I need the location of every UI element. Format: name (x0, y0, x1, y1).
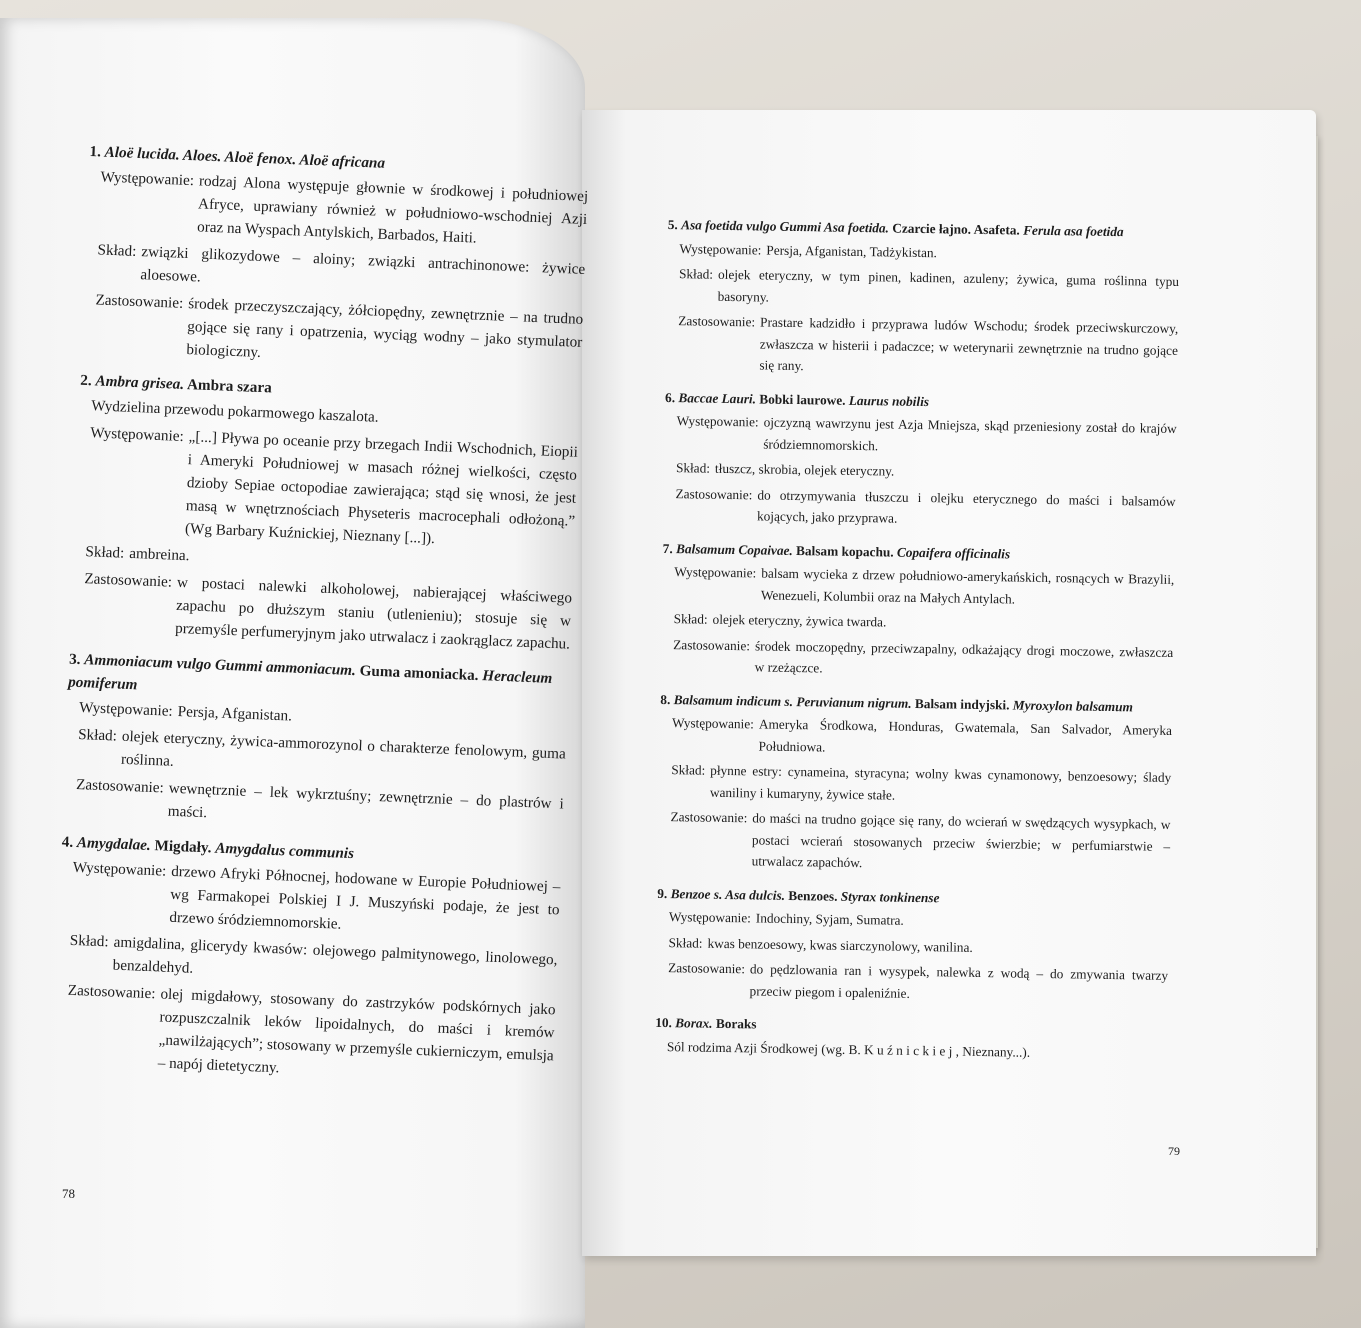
entry-number: 2. (80, 371, 93, 390)
entry-number: 7. (662, 540, 673, 556)
field-label: Skład: (97, 241, 137, 260)
right-page-text-column (655, 214, 1180, 1077)
species-name: Amygdalus communis (214, 839, 355, 863)
field-label: Występowanie: (671, 715, 755, 732)
field-label: Zastosowanie: (673, 636, 751, 653)
field-label: Występowanie: (100, 168, 195, 190)
field-label: Występowanie: (674, 564, 757, 581)
left-page-text-column (52, 140, 589, 1102)
field-occurrence (674, 561, 1175, 612)
field-text: kwas benzoesowy, kwas siarczynolowy, wanilina. (707, 935, 973, 955)
field-composition (676, 457, 1176, 486)
field-usage (93, 288, 583, 377)
field-occurrence (672, 712, 1173, 763)
field-text: ojczyzną wawrzynu jest Azja Mniejsza, skąd przeniesiony został do krajów śródziemnomorskich. (763, 414, 1177, 453)
field-label: Skład: (673, 611, 708, 627)
latin-name: Amygdalae. (76, 834, 152, 854)
polish-name: Ambra szara (186, 376, 273, 397)
field-label: Występowanie: (72, 858, 167, 880)
species-name: Copaifera officinalis (896, 544, 1011, 561)
field-label: Skład: (77, 726, 118, 745)
field-label: Zastosowanie: (670, 809, 748, 826)
species-name: Ferula asa foetida (1023, 222, 1124, 240)
field-label: Występowanie: (78, 699, 174, 720)
entry-number: 5. (667, 216, 678, 233)
latin-name: Ambra grisea. (95, 372, 185, 393)
entry-number: 1. (89, 142, 102, 161)
field-label: Zastosowanie: (67, 981, 156, 1003)
entry-intro: Wydzielina przewodu pokarmowego kaszalota. (90, 397, 379, 426)
field-label: Zastosowanie: (84, 570, 173, 591)
polish-name: Boraks (715, 1015, 757, 1032)
entry-1 (81, 140, 589, 377)
field-text: Indochiny, Syjam, Sumatra. (755, 910, 904, 928)
polish-name: Benzoes. (788, 887, 838, 904)
latin-name: Benzoe s. Asa dulcis. (670, 885, 786, 903)
entry-number: 8. (660, 691, 671, 707)
page-number-left: 78 (62, 1186, 75, 1201)
latin-name: Asa foetida vulgo Gummi Asa foetida. (681, 217, 890, 236)
field-text: do maści na trudno gojące się rany, do wcierań w swędzących wysypkach, w postaci wcierań stosowanych przeciw świerzbie; w perfumiarstwie – utrwalacz zapachów. (751, 810, 1171, 871)
field-text: związki glikozydowe – aloiny; związki antrachinonowe: żywice aloesowe. (140, 243, 586, 286)
field-composition (673, 608, 1173, 637)
field-usage (670, 806, 1171, 878)
field-text: drzewo Afryki Północnej, hodowane w Europie Południowej – wg Farmakopei Polskiej I J. Muszyński podaje, że jest to drzewo śródziemnomorskie. (169, 862, 561, 933)
field-text: balsam wycieka z drzew południowo-amerykańskich, rosnących w Brazylii, Wenezueli, Kolumbii oraz na Małych Antylach. (760, 565, 1175, 606)
field-label: Występowanie: (668, 909, 751, 926)
field-text: wewnętrznie – lek wykrztuśny; zewnętrznie – do plastrów i maści. (167, 779, 565, 822)
field-usage (668, 957, 1169, 1008)
field-label: Występowanie: (679, 240, 762, 257)
field-label: Występowanie: (89, 424, 185, 445)
entry-number: 10. (655, 1014, 673, 1031)
entry-2 (70, 369, 580, 656)
field-text: olejek eteryczny, w tym pinen, kadinen, azuleny; żywica, guma roślinna typu basoryny. (717, 266, 1180, 305)
field-text: olejek eteryczny, żywica-ammorozynol o charakterze fenolowym, guma roślinna. (120, 727, 567, 770)
field-text: w postaci nalewki alkoholowej, nabierającej właściwego zapachu po dłuższym staniu (utlenieniu); stosuje się w przemyśle perfumeryjnym jako utrwalacz i zaokrąglacz zapachu. (174, 573, 573, 653)
field-text: ambreina. (128, 544, 190, 565)
field-occurrence (86, 421, 578, 555)
species-name: Styrax tonkinense (840, 888, 940, 905)
field-label: Skład: (85, 543, 125, 562)
field-text: Ameryka Środkowa, Honduras, Gwatemala, San Salvador, Ameryka Południowa. (758, 716, 1173, 755)
field-label: Zastosowanie: (668, 960, 746, 977)
field-text: Prastare kadzidło i przyprawa ludów Wschodu; środek przeciwskurczowy, zwłaszcza w histerii i padaczce; w weterynarii zewnętrznie na trudno gojące się rany. (759, 314, 1179, 374)
field-text: płynne estry: cynameina, styracyna; wolny kwas cynamonowy, benzoesowy; ślady waniliny i kumaryny, żywice stałe. (709, 762, 1172, 803)
field-label: Zastosowanie: (75, 775, 165, 797)
entry-intro: Sól rodzima Azji Środkowej (wg. B. K u ź n i c k i e j , Nieznany...). (666, 1038, 1031, 1060)
field-text: amigdalina, glicerydy kwasów: olejowego palmitynowego, linolowego, benzaldehyd. (112, 933, 558, 977)
field-text: Persja, Afganistan. (177, 702, 293, 725)
field-label: Zastosowanie: (678, 313, 756, 330)
field-label: Występowanie: (676, 413, 759, 430)
field-text: do otrzymywania tłuszczu i olejku eterycznego do maści i balsamów kojących, jako przyprawa. (756, 486, 1176, 526)
latin-name: Balsamum Copaivae. (675, 540, 793, 558)
field-text: do pędzlowania ran i wysypek, nalewka z wodą – do zmywania twarzy przeciw piegom i opaleniźnie. (749, 961, 1169, 1001)
field-composition (671, 759, 1172, 810)
field-usage (82, 567, 572, 656)
page-number-right: 79 (1168, 1144, 1180, 1158)
field-text: „[...] Pływa po oceanie przy brzegach Indii Wschodnich, Eiopii i Ameryki Południowej w masach różnej wielkości, często dzioby Sepiae octopodiae zawierająca; stąd się wnosi, że jest masą w wnętrznościach Physeteris macrocephali odłożoną.” (Wg Barbary Kuźnickiej, Nieznany [...]). (184, 428, 579, 548)
entry-number: 3. (68, 650, 81, 669)
field-text: środek przeczyszczający, żółciopędny, zewnętrznie – na trudno gojące się rany i opatrzenia, wyciąg wodny – jako stymulator biologiczny. (186, 295, 584, 362)
latin-name: Aloë lucida. Aloes. Aloë fenox. Aloë africana (104, 143, 386, 172)
field-label: Zastosowanie: (95, 291, 184, 312)
field-usage (65, 979, 556, 1091)
field-label: Skład: (678, 266, 714, 282)
field-occurrence (676, 410, 1177, 461)
field-text: tłuszcz, skrobia, olejek eteryczny. (714, 460, 895, 479)
entry-6 (663, 386, 1177, 533)
field-label: Skład: (675, 460, 711, 476)
field-text: olejek eteryczny, żywica twarda. (712, 611, 887, 630)
field-label: Skład: (69, 931, 110, 951)
polish-name: Bobki laurowe. (759, 390, 846, 408)
entry-number: 4. (61, 833, 74, 851)
field-label: Skład: (668, 934, 703, 951)
field-text: Persja, Afganistan, Tadżykistan. (766, 242, 938, 260)
latin-name: Baccae Lauri. (678, 389, 757, 406)
polish-name: Balsam indyjski. (914, 695, 1010, 712)
entry-number: 9. (657, 885, 668, 901)
field-label: Skład: (671, 762, 706, 778)
species-name: Laurus nobilis (848, 392, 930, 409)
field-label: Zastosowanie: (675, 485, 753, 502)
field-composition (679, 263, 1180, 314)
field-usage (675, 483, 1176, 534)
entry-5 (665, 214, 1179, 383)
field-text: rodzaj Alona występuje głownie w środkowej i południowej Afryce, uprawiany również w południowo-wschodniej Azji oraz na Wyspach Antylskich, Barbados, Haiti. (196, 172, 589, 247)
field-text: olej migdałowy, stosowany do zastrzyków podskórnych jako rozpuszczalnik leków lipoidalnych, do maści i kremów „nawilżających”; stosowany w przemyśle cukierniczym, emulsja – napój dietetyczny. (157, 985, 556, 1077)
entry-10 (655, 1012, 1168, 1065)
species-name: Myroxylon balsamum (1012, 696, 1134, 714)
latin-name: Ammoniacum vulgo Gummi ammoniacum. (83, 651, 357, 680)
entry-9 (656, 882, 1170, 1008)
latin-name: Borax. (675, 1015, 713, 1031)
entry-number: 6. (665, 389, 676, 405)
latin-name: Balsamum indicum s. Peruvianum nigrum. (673, 691, 912, 711)
field-text: środek moczopędny, przeciwzapalny, odkażający drogi moczowe, zwłaszcza w rzeżączce. (754, 637, 1174, 676)
field-composition (668, 932, 1168, 961)
polish-name: Czarcie łajno. Asafeta. (892, 220, 1020, 238)
field-usage (677, 310, 1178, 382)
entry-8 (658, 688, 1173, 878)
entry-3 (63, 648, 569, 839)
polish-name: Guma amoniacka. (359, 662, 479, 685)
species-name: Heracleum pomiferum (67, 667, 553, 694)
entry-7 (661, 537, 1175, 684)
field-usage (673, 634, 1174, 685)
polish-name: Migdały. (154, 837, 212, 857)
entry-4 (53, 830, 562, 1090)
polish-name: Balsam kopachu. (795, 542, 894, 560)
